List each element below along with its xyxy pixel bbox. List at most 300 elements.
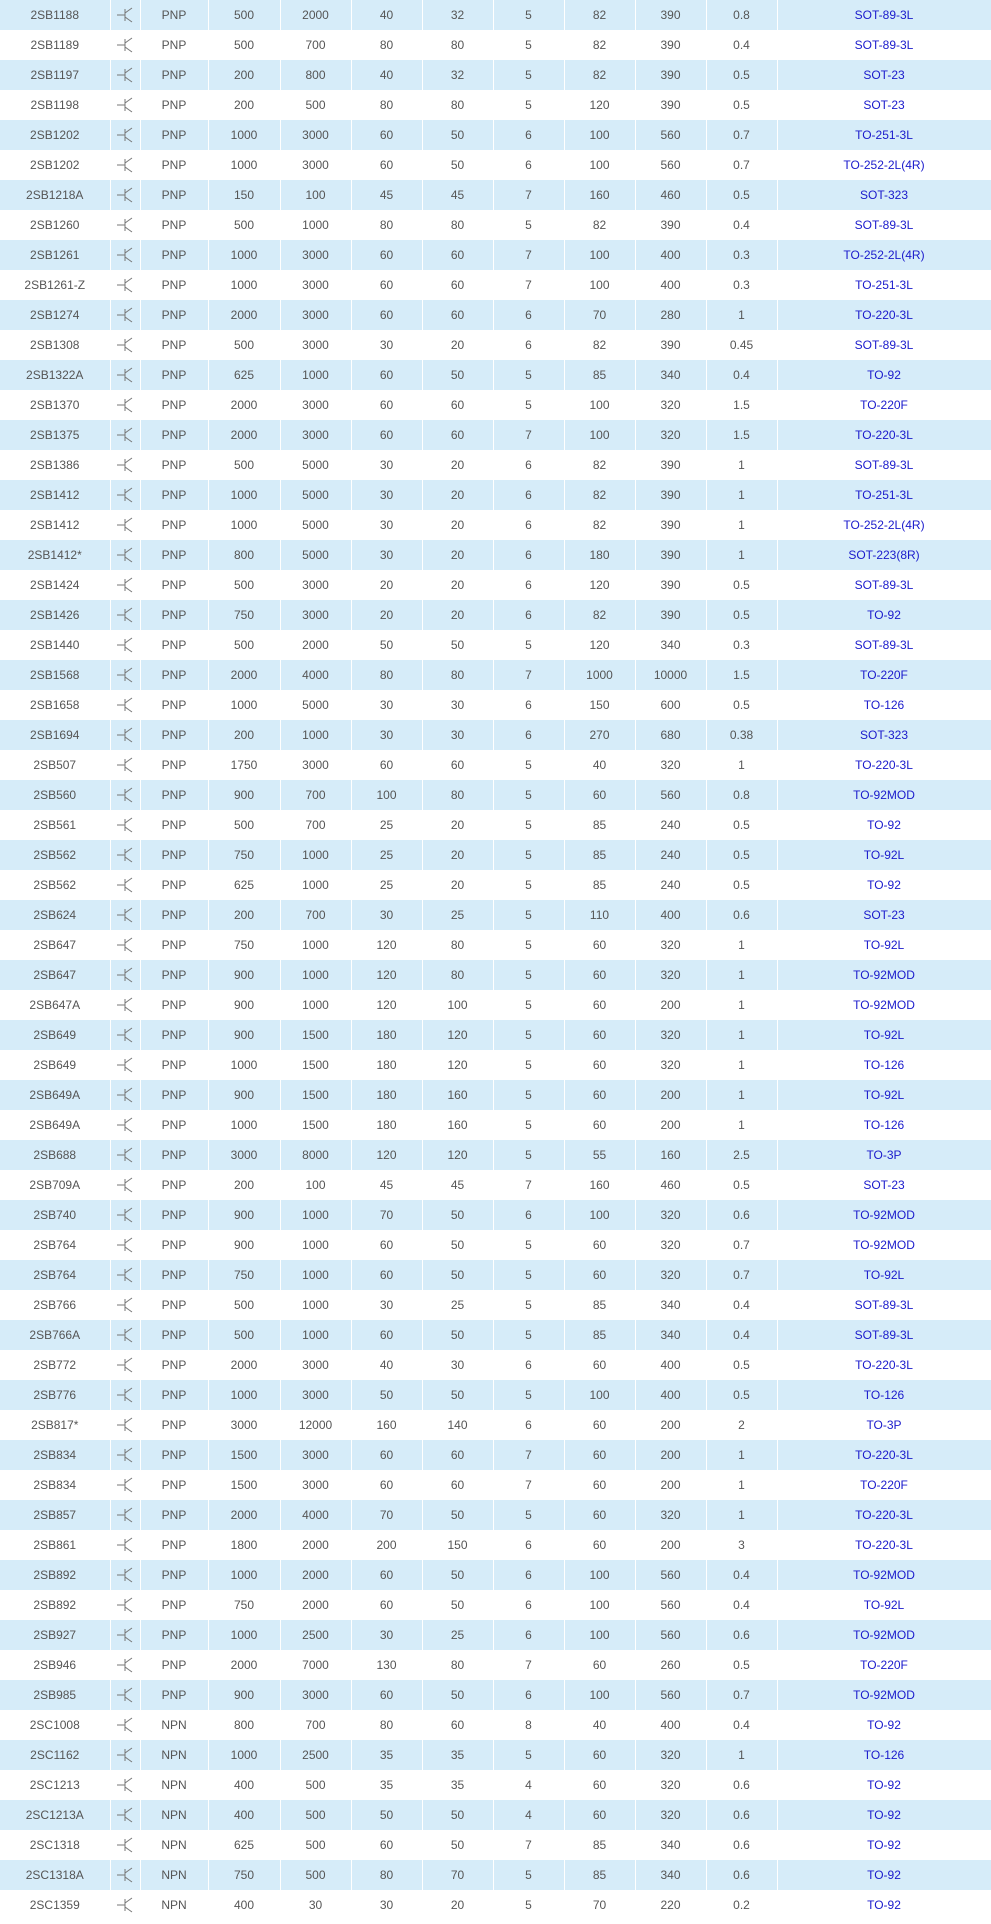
hfe-min-cell: 82 [564,330,635,360]
part-number-cell: 2SB1261-Z [0,270,110,300]
symbol-cell [110,1320,140,1350]
symbol-cell [110,1650,140,1680]
vcbo-cell: 60 [351,390,422,420]
vce-sat-cell: 0.3 [706,630,777,660]
symbol-cell [110,540,140,570]
table-row [0,300,991,330]
hfe-min-cell: 60 [564,960,635,990]
vcbo-cell: 160 [351,1410,422,1440]
power-dissipation-cell: 500 [208,450,280,480]
polarity-cell: PNP [140,1440,208,1470]
vceo-cell: 20 [422,330,493,360]
package-cell[interactable]: TO-92 [777,1860,991,1890]
package-cell[interactable]: TO-252-2L(4R) [777,240,991,270]
polarity-cell: PNP [140,360,208,390]
vce-sat-cell: 0.7 [706,150,777,180]
hfe-min-cell: 60 [564,1740,635,1770]
power-dissipation-cell: 200 [208,720,280,750]
package-cell[interactable]: TO-92 [777,600,991,630]
symbol-cell [110,1410,140,1440]
vce-sat-cell: 0.6 [706,1800,777,1830]
hfe-max-cell: 280 [635,300,706,330]
table-row [0,540,991,570]
vceo-cell: 50 [422,1800,493,1830]
npn-symbol-icon [111,1777,140,1793]
polarity-cell: PNP [140,600,208,630]
vce-sat-cell: 0.4 [706,30,777,60]
power-dissipation-cell: 1000 [208,150,280,180]
pnp-symbol-icon [111,97,140,113]
pnp-symbol-icon [111,937,140,953]
vebo-cell: 6 [493,1350,564,1380]
vcbo-cell: 50 [351,1800,422,1830]
vebo-cell: 7 [493,240,564,270]
package-cell[interactable]: TO-252-2L(4R) [777,510,991,540]
vcbo-cell: 30 [351,1890,422,1920]
table-row [0,1080,991,1110]
part-number-cell: 2SB985 [0,1680,110,1710]
package-cell[interactable]: TO-251-3L [777,480,991,510]
power-dissipation-cell: 1000 [208,1560,280,1590]
collector-current-cell: 700 [280,900,351,930]
part-number-cell: 2SB649A [0,1080,110,1110]
symbol-cell [110,990,140,1020]
vcbo-cell: 60 [351,1440,422,1470]
hfe-max-cell: 400 [635,1710,706,1740]
hfe-max-cell: 400 [635,900,706,930]
table-row [0,330,991,360]
hfe-min-cell: 60 [564,1440,635,1470]
vceo-cell: 20 [422,840,493,870]
power-dissipation-cell: 200 [208,900,280,930]
vcbo-cell: 100 [351,780,422,810]
polarity-cell: PNP [140,450,208,480]
package-cell[interactable]: TO-92L [777,840,991,870]
table-row [0,1350,991,1380]
package-cell[interactable]: TO-92MOD [777,990,991,1020]
vce-sat-cell: 0.5 [706,810,777,840]
polarity-cell: PNP [140,1170,208,1200]
symbol-cell [110,780,140,810]
package-cell[interactable]: TO-252-2L(4R) [777,150,991,180]
package-cell[interactable]: SOT-23 [777,1170,991,1200]
package-cell[interactable]: TO-220-3L [777,420,991,450]
pnp-symbol-icon [111,397,140,413]
table-row [0,450,991,480]
table-row [0,1380,991,1410]
vcbo-cell: 80 [351,1860,422,1890]
package-cell[interactable]: TO-92 [777,1890,991,1920]
package-cell[interactable]: TO-92 [777,1710,991,1740]
vcbo-cell: 130 [351,1650,422,1680]
package-cell[interactable]: TO-92L [777,1260,991,1290]
package-cell[interactable]: TO-92 [777,870,991,900]
power-dissipation-cell: 500 [208,1320,280,1350]
polarity-cell: PNP [140,1290,208,1320]
vceo-cell: 45 [422,180,493,210]
package-cell[interactable]: TO-92 [777,360,991,390]
hfe-max-cell: 200 [635,1530,706,1560]
vcbo-cell: 60 [351,270,422,300]
hfe-max-cell: 600 [635,690,706,720]
package-cell[interactable]: TO-3P [777,1140,991,1170]
part-number-cell: 2SB647 [0,960,110,990]
pnp-symbol-icon [111,127,140,143]
collector-current-cell: 1000 [280,210,351,240]
table-row [0,1530,991,1560]
vcbo-cell: 60 [351,1560,422,1590]
vce-sat-cell: 0.5 [706,1380,777,1410]
hfe-min-cell: 100 [564,120,635,150]
part-number-cell: 2SB861 [0,1530,110,1560]
collector-current-cell: 30 [280,1890,351,1920]
hfe-max-cell: 340 [635,1830,706,1860]
vceo-cell: 50 [422,1320,493,1350]
hfe-max-cell: 560 [635,1620,706,1650]
package-cell[interactable]: TO-126 [777,1380,991,1410]
vce-sat-cell: 0.3 [706,270,777,300]
vcbo-cell: 180 [351,1110,422,1140]
package-cell[interactable]: SOT-89-3L [777,330,991,360]
symbol-cell [110,1590,140,1620]
vebo-cell: 5 [493,1140,564,1170]
pnp-symbol-icon [111,457,140,473]
vce-sat-cell: 0.8 [706,780,777,810]
vce-sat-cell: 1 [706,1110,777,1140]
pnp-symbol-icon [111,1627,140,1643]
package-cell[interactable]: TO-126 [777,1110,991,1140]
vceo-cell: 35 [422,1740,493,1770]
collector-current-cell: 1500 [280,1020,351,1050]
table-row [0,1680,991,1710]
symbol-cell [110,1470,140,1500]
vebo-cell: 5 [493,1230,564,1260]
part-number-cell: 2SB834 [0,1470,110,1500]
table-row [0,1560,991,1590]
pnp-symbol-icon [111,757,140,773]
symbol-cell [110,630,140,660]
vceo-cell: 45 [422,1170,493,1200]
power-dissipation-cell: 1000 [208,1050,280,1080]
vebo-cell: 6 [493,300,564,330]
symbol-cell [110,1710,140,1740]
vce-sat-cell: 0.2 [706,1890,777,1920]
symbol-cell [110,360,140,390]
polarity-cell: PNP [140,1200,208,1230]
vce-sat-cell: 0.6 [706,1860,777,1890]
vebo-cell: 5 [493,840,564,870]
vce-sat-cell: 1 [706,450,777,480]
package-cell[interactable]: TO-92MOD [777,780,991,810]
vebo-cell: 6 [493,1680,564,1710]
polarity-cell: PNP [140,180,208,210]
vceo-cell: 120 [422,1140,493,1170]
vceo-cell: 60 [422,1710,493,1740]
vceo-cell: 50 [422,1680,493,1710]
part-number-cell: 2SB1274 [0,300,110,330]
vceo-cell: 60 [422,420,493,450]
package-cell[interactable]: TO-92MOD [777,1620,991,1650]
symbol-cell [110,1500,140,1530]
vceo-cell: 50 [422,1260,493,1290]
hfe-min-cell: 85 [564,1860,635,1890]
pnp-symbol-icon [111,667,140,683]
hfe-max-cell: 400 [635,240,706,270]
vcbo-cell: 80 [351,90,422,120]
polarity-cell: NPN [140,1770,208,1800]
power-dissipation-cell: 1000 [208,270,280,300]
symbol-cell [110,660,140,690]
polarity-cell: NPN [140,1860,208,1890]
symbol-cell [110,1350,140,1380]
npn-symbol-icon [111,1837,140,1853]
vceo-cell: 80 [422,30,493,60]
symbol-cell [110,1080,140,1110]
vebo-cell: 5 [493,780,564,810]
package-cell[interactable]: TO-126 [777,690,991,720]
package-cell[interactable]: TO-92MOD [777,960,991,990]
vcbo-cell: 20 [351,600,422,630]
package-cell[interactable]: SOT-89-3L [777,1290,991,1320]
power-dissipation-cell: 1500 [208,1440,280,1470]
package-cell[interactable]: TO-220F [777,1650,991,1680]
hfe-min-cell: 60 [564,1080,635,1110]
vebo-cell: 7 [493,660,564,690]
symbol-cell [110,1020,140,1050]
package-cell[interactable]: SOT-89-3L [777,30,991,60]
vceo-cell: 80 [422,210,493,240]
polarity-cell: PNP [140,390,208,420]
part-number-cell: 2SB647 [0,930,110,960]
collector-current-cell: 3000 [280,1380,351,1410]
part-number-cell: 2SB1197 [0,60,110,90]
package-cell[interactable]: TO-92 [777,1770,991,1800]
pnp-symbol-icon [111,577,140,593]
symbol-cell [110,1860,140,1890]
package-cell[interactable]: SOT-89-3L [777,570,991,600]
collector-current-cell: 3000 [280,270,351,300]
package-cell[interactable]: TO-220-3L [777,1500,991,1530]
vebo-cell: 6 [493,570,564,600]
hfe-min-cell: 60 [564,1110,635,1140]
vebo-cell: 5 [493,900,564,930]
part-number-cell: 2SB1412 [0,510,110,540]
vceo-cell: 80 [422,930,493,960]
package-cell[interactable]: TO-92MOD [777,1560,991,1590]
power-dissipation-cell: 800 [208,540,280,570]
polarity-cell: PNP [140,1500,208,1530]
vce-sat-cell: 1 [706,300,777,330]
npn-symbol-icon [111,1807,140,1823]
collector-current-cell: 5000 [280,540,351,570]
hfe-min-cell: 82 [564,450,635,480]
package-cell[interactable]: TO-220F [777,660,991,690]
package-cell[interactable]: TO-220-3L [777,1530,991,1560]
polarity-cell: NPN [140,1710,208,1740]
vceo-cell: 60 [422,1470,493,1500]
table-row [0,840,991,870]
vce-sat-cell: 0.4 [706,1290,777,1320]
power-dissipation-cell: 500 [208,210,280,240]
package-cell[interactable]: TO-251-3L [777,120,991,150]
hfe-min-cell: 85 [564,360,635,390]
vebo-cell: 8 [493,1710,564,1740]
package-cell[interactable]: TO-92 [777,810,991,840]
part-number-cell: 2SB1386 [0,450,110,480]
hfe-max-cell: 560 [635,150,706,180]
package-cell[interactable]: TO-126 [777,1740,991,1770]
vebo-cell: 6 [493,450,564,480]
vcbo-cell: 25 [351,840,422,870]
part-number-cell: 2SB1375 [0,420,110,450]
package-cell[interactable]: SOT-89-3L [777,450,991,480]
vce-sat-cell: 0.5 [706,840,777,870]
hfe-min-cell: 100 [564,1620,635,1650]
vceo-cell: 50 [422,120,493,150]
hfe-min-cell: 180 [564,540,635,570]
vcbo-cell: 60 [351,1320,422,1350]
package-cell[interactable]: SOT-89-3L [777,0,991,30]
vebo-cell: 5 [493,1050,564,1080]
hfe-max-cell: 390 [635,60,706,90]
hfe-min-cell: 1000 [564,660,635,690]
part-number-cell: 2SB766A [0,1320,110,1350]
part-number-cell: 2SB1424 [0,570,110,600]
package-cell[interactable]: TO-251-3L [777,270,991,300]
package-cell[interactable]: SOT-89-3L [777,210,991,240]
package-cell[interactable]: SOT-23 [777,60,991,90]
part-number-cell: 2SB1202 [0,120,110,150]
vce-sat-cell: 0.4 [706,360,777,390]
pnp-symbol-icon [111,787,140,803]
collector-current-cell: 800 [280,60,351,90]
package-cell[interactable]: TO-3P [777,1410,991,1440]
collector-current-cell: 3000 [280,1680,351,1710]
pnp-symbol-icon [111,277,140,293]
package-cell[interactable]: TO-92L [777,1020,991,1050]
collector-current-cell: 3000 [280,750,351,780]
package-cell[interactable]: TO-92L [777,1080,991,1110]
vebo-cell: 5 [493,210,564,240]
vebo-cell: 5 [493,1890,564,1920]
package-cell[interactable]: TO-220-3L [777,300,991,330]
pnp-symbol-icon [111,1207,140,1223]
polarity-cell: PNP [140,1380,208,1410]
part-number-cell: 2SB1694 [0,720,110,750]
vce-sat-cell: 0.5 [706,90,777,120]
pnp-symbol-icon [111,1387,140,1403]
vcbo-cell: 40 [351,1350,422,1380]
part-number-cell: 2SB764 [0,1230,110,1260]
package-cell[interactable]: SOT-89-3L [777,630,991,660]
package-cell[interactable]: TO-220-3L [777,750,991,780]
pnp-symbol-icon [111,1237,140,1253]
hfe-min-cell: 85 [564,870,635,900]
collector-current-cell: 1000 [280,1320,351,1350]
hfe-max-cell: 340 [635,1860,706,1890]
collector-current-cell: 100 [280,1170,351,1200]
package-cell[interactable]: TO-92L [777,1590,991,1620]
package-cell[interactable]: TO-92MOD [777,1230,991,1260]
package-cell[interactable]: TO-92 [777,1830,991,1860]
package-cell[interactable]: TO-92MOD [777,1200,991,1230]
package-cell[interactable]: SOT-23 [777,900,991,930]
package-cell[interactable]: SOT-223(8R) [777,540,991,570]
vceo-cell: 160 [422,1080,493,1110]
package-cell[interactable]: TO-126 [777,1050,991,1080]
symbol-cell [110,960,140,990]
collector-current-cell: 8000 [280,1140,351,1170]
vebo-cell: 6 [493,690,564,720]
hfe-max-cell: 390 [635,30,706,60]
symbol-cell [110,1680,140,1710]
table-row [0,510,991,540]
vceo-cell: 20 [422,510,493,540]
vce-sat-cell: 1 [706,1050,777,1080]
table-row [0,1470,991,1500]
table-row [0,900,991,930]
vce-sat-cell: 0.6 [706,900,777,930]
package-cell[interactable]: TO-220F [777,390,991,420]
polarity-cell: PNP [140,810,208,840]
hfe-max-cell: 560 [635,1560,706,1590]
package-cell[interactable]: SOT-323 [777,720,991,750]
hfe-max-cell: 320 [635,750,706,780]
pnp-symbol-icon [111,247,140,263]
vcbo-cell: 30 [351,900,422,930]
vceo-cell: 60 [422,1440,493,1470]
vce-sat-cell: 3 [706,1530,777,1560]
polarity-cell: PNP [140,540,208,570]
hfe-max-cell: 390 [635,210,706,240]
table-row [0,210,991,240]
pnp-symbol-icon [111,607,140,623]
vcbo-cell: 45 [351,1170,422,1200]
package-cell[interactable]: TO-92L [777,930,991,960]
vebo-cell: 6 [493,1410,564,1440]
power-dissipation-cell: 900 [208,1200,280,1230]
pnp-symbol-icon [111,697,140,713]
symbol-cell [110,720,140,750]
hfe-min-cell: 60 [564,1770,635,1800]
hfe-min-cell: 60 [564,1230,635,1260]
hfe-max-cell: 390 [635,450,706,480]
vcbo-cell: 30 [351,330,422,360]
polarity-cell: PNP [140,510,208,540]
hfe-max-cell: 320 [635,1230,706,1260]
hfe-min-cell: 82 [564,480,635,510]
pnp-symbol-icon [111,517,140,533]
hfe-max-cell: 340 [635,360,706,390]
package-cell[interactable]: SOT-23 [777,90,991,120]
collector-current-cell: 1000 [280,1230,351,1260]
vebo-cell: 5 [493,1020,564,1050]
collector-current-cell: 1500 [280,1080,351,1110]
package-cell[interactable]: TO-92MOD [777,1680,991,1710]
package-cell[interactable]: TO-220F [777,1470,991,1500]
package-cell[interactable]: SOT-323 [777,180,991,210]
part-number-cell: 2SB562 [0,840,110,870]
package-cell[interactable]: TO-220-3L [777,1350,991,1380]
vebo-cell: 6 [493,330,564,360]
part-number-cell: 2SB1658 [0,690,110,720]
package-cell[interactable]: SOT-89-3L [777,1320,991,1350]
package-cell[interactable]: TO-92 [777,1800,991,1830]
package-cell[interactable]: TO-220-3L [777,1440,991,1470]
vce-sat-cell: 1 [706,1740,777,1770]
polarity-cell: PNP [140,900,208,930]
hfe-min-cell: 120 [564,570,635,600]
